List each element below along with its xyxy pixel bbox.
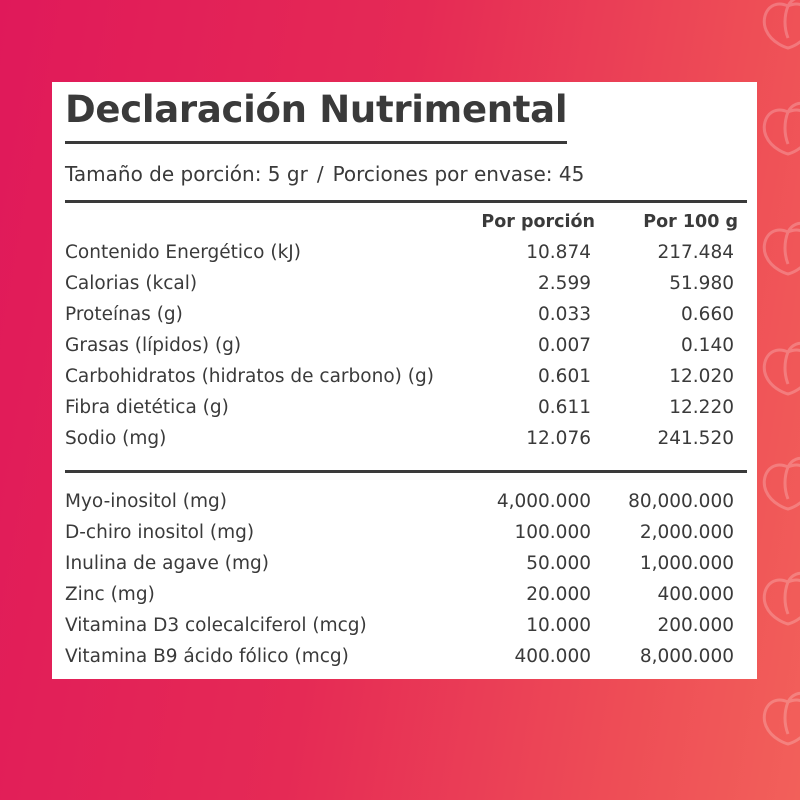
- serving-info: [65, 162, 584, 186]
- divider: [65, 470, 747, 473]
- peach-icon: [758, 690, 800, 746]
- per-100g-value: 80,000.000: [628, 491, 734, 512]
- row-label: Proteínas (g): [65, 304, 183, 325]
- row-label: Vitamina D3 colecalciferol (mcg): [65, 615, 367, 636]
- per-portion-value: 0.601: [538, 366, 591, 387]
- servings-per-container: Porciones por envase: 45: [332, 162, 585, 186]
- per-100g-value: 400.000: [657, 584, 734, 605]
- row-label: Myo-inositol (mg): [65, 491, 228, 512]
- per-portion-value: 10.874: [526, 242, 591, 263]
- serving-size: Tamaño de porción: 5 gr: [65, 162, 308, 186]
- per-portion-value: 0.033: [538, 304, 591, 325]
- divider: [65, 200, 747, 203]
- row-label: Calorias (kcal): [65, 273, 198, 294]
- table-row: [65, 393, 740, 424]
- table-row: [65, 269, 740, 300]
- per-100g-value: 12.020: [669, 366, 734, 387]
- table-row: [65, 518, 740, 549]
- per-100g-value: 8,000.000: [639, 646, 734, 667]
- peach-icon: [758, 220, 800, 276]
- table-row: [65, 362, 740, 393]
- per-portion-value: 0.007: [538, 335, 591, 356]
- per-portion-value: 0.611: [538, 397, 591, 418]
- per-100g-value: 200.000: [657, 615, 734, 636]
- table-row: [65, 238, 740, 269]
- row-label: Sodio (mg): [65, 428, 167, 449]
- serving-separator: /: [316, 162, 324, 186]
- row-label: Vitamina B9 ácido fólico (mcg): [65, 646, 349, 667]
- nutrient-table: [65, 238, 740, 455]
- column-header-per-portion: Por porción: [481, 212, 595, 232]
- peach-icon: [758, 455, 800, 511]
- table-row: [65, 611, 740, 642]
- row-label: Inulina de agave (mg): [65, 553, 269, 574]
- table-row: [65, 487, 740, 518]
- peach-icon: [758, 100, 800, 156]
- row-label: Zinc (mg): [65, 584, 155, 605]
- peach-icon: [758, 570, 800, 626]
- column-header-per-100g: Por 100 g: [643, 212, 738, 232]
- per-portion-value: 20.000: [526, 584, 591, 605]
- per-100g-value: 51.980: [669, 273, 734, 294]
- per-100g-value: 241.520: [657, 428, 734, 449]
- table-row: [65, 580, 740, 611]
- per-portion-value: 4,000.000: [496, 491, 591, 512]
- table-row: [65, 300, 740, 331]
- row-label: D-chiro inositol (mg): [65, 522, 255, 543]
- row-label: Contenido Energético (kJ): [65, 242, 301, 263]
- peach-icon: [758, 0, 800, 50]
- row-label: Carbohidratos (hidratos de carbono) (g): [65, 366, 434, 387]
- per-portion-value: 50.000: [526, 553, 591, 574]
- per-portion-value: 400.000: [514, 646, 591, 667]
- per-portion-value: 12.076: [526, 428, 591, 449]
- per-portion-value: 2.599: [538, 273, 591, 294]
- table-row: [65, 424, 740, 455]
- per-portion-value: 100.000: [514, 522, 591, 543]
- per-100g-value: 2,000.000: [639, 522, 734, 543]
- row-label: Grasas (lípidos) (g): [65, 335, 242, 356]
- row-label: Fibra dietética (g): [65, 397, 229, 418]
- per-100g-value: 12.220: [669, 397, 734, 418]
- peach-icon: [758, 340, 800, 396]
- ingredient-table: [65, 487, 740, 673]
- table-row: [65, 549, 740, 580]
- nutrition-facts-panel: [52, 82, 757, 679]
- per-100g-value: 1,000.000: [639, 553, 734, 574]
- per-100g-value: 0.140: [681, 335, 734, 356]
- per-100g-value: 217.484: [657, 242, 734, 263]
- table-row: [65, 642, 740, 673]
- per-portion-value: 10.000: [526, 615, 591, 636]
- table-row: [65, 331, 740, 362]
- per-100g-value: 0.660: [681, 304, 734, 325]
- panel-title: Declaración Nutrimental: [65, 88, 567, 144]
